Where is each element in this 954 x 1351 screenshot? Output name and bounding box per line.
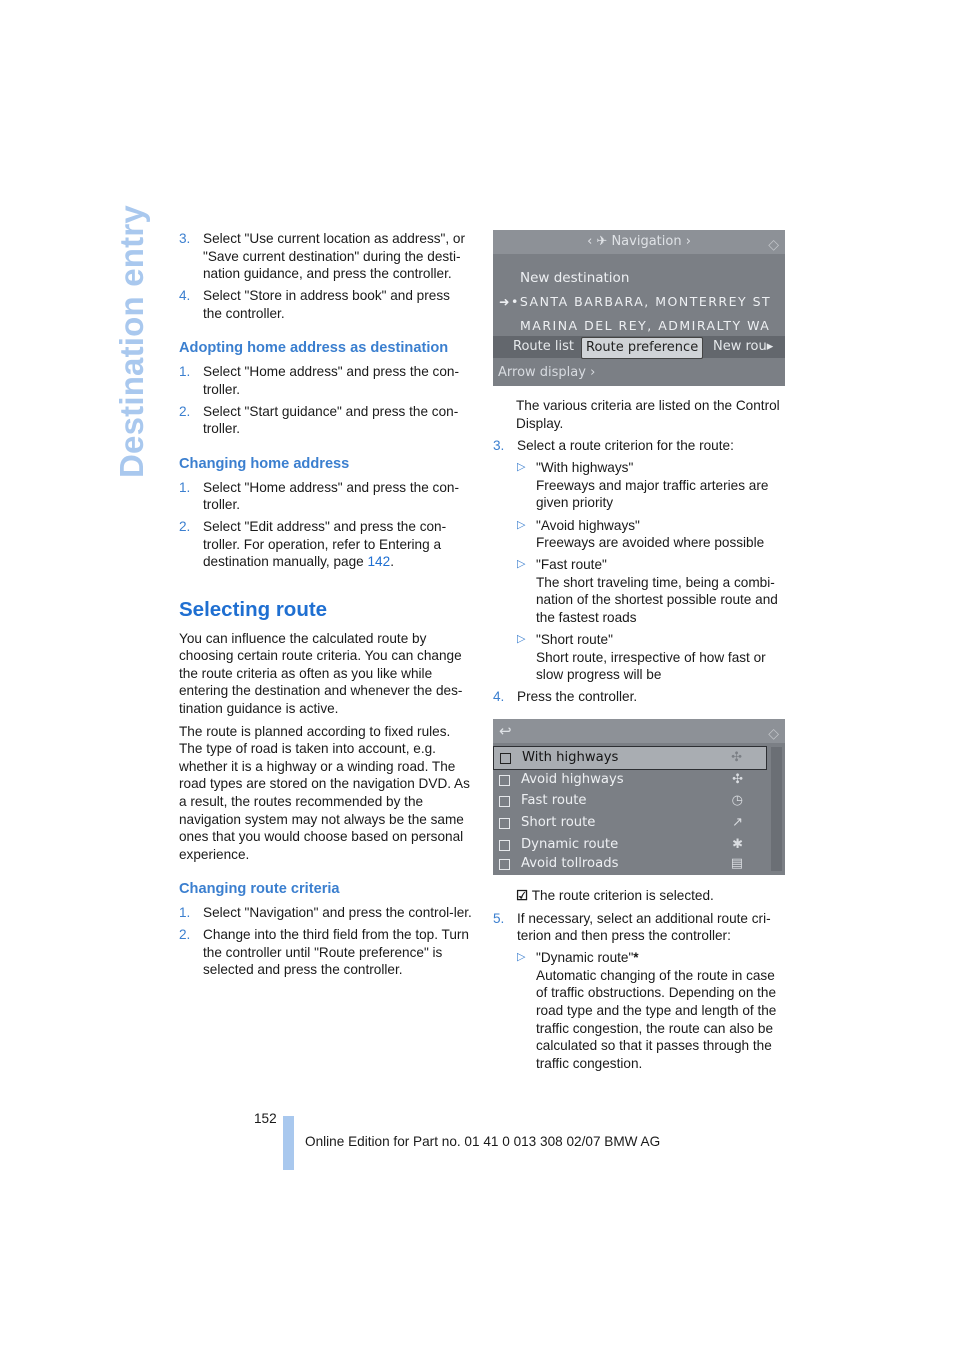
screen-header xyxy=(493,719,785,743)
list-item: 5. If necessary, select an additional route cri-terion and then press the controller: xyxy=(493,910,771,944)
list-item: 2. Select "Edit address" and press the con-troller. For operation, refer to Entering a destination manually, page 142. xyxy=(179,519,447,570)
right-column xyxy=(493,230,788,1077)
tab-route-list: Route list xyxy=(513,339,574,354)
navigation-screenshot xyxy=(493,230,785,386)
option-avoid-highways: Avoid highways ✣ xyxy=(493,769,767,791)
list-item: 1. Select "Navigation" and press the control-ler. xyxy=(179,904,472,920)
navigation-icon: ✈ xyxy=(596,234,612,249)
list-item: 1. Select "Home address" and press the con-troller. xyxy=(179,479,459,513)
list-item: 2. Change into the third field from the top. Turn the controller until "Route preference" is selected and press the controller. xyxy=(179,927,469,978)
paragraph: The route is planned according to fixed rules. The type of road is taken into account, e.g. whether it is a highway or a winding road. The road types are stored on the navigation DVD. As a result, the routes recommended by the navigation system may not always be the same ones that you would choose based on personal experience. xyxy=(179,723,470,862)
option-dynamic-route: Dynamic route ✱ xyxy=(493,834,767,856)
clock-icon: ◷ xyxy=(731,793,743,808)
short-route-icon: ↗ xyxy=(732,815,743,830)
avoid-highway-icon: ✣ xyxy=(732,772,743,787)
option-item: ▷ "Avoid highways" Freeways are avoided where possible xyxy=(517,517,765,551)
footer-text: Online Edition for Part no. 01 41 0 013 308 02/07 BMW AG xyxy=(305,1134,661,1149)
option-fast-route: Fast route ◷ xyxy=(493,790,767,812)
chevron-right-icon: › xyxy=(590,365,596,380)
toll-icon: ▤ xyxy=(730,856,743,871)
left-column xyxy=(179,230,472,983)
page-link[interactable]: 142 xyxy=(367,554,391,570)
section-title: Selecting route xyxy=(179,598,328,621)
dynamic-route-icon: ✱ xyxy=(732,837,743,852)
menu-item-new-destination: New destination xyxy=(520,270,630,286)
heading-adopting-home: Adopting home address as destination xyxy=(179,340,449,357)
controller-icon: ◇ xyxy=(768,237,779,253)
triangle-bullet-icon: ▷ xyxy=(517,518,526,531)
back-icon: ↩ xyxy=(499,722,512,740)
scrollbar xyxy=(771,747,782,871)
caption: The various criteria are listed on the Control Display. xyxy=(516,398,780,431)
heading-changing-criteria: Changing route criteria xyxy=(179,881,340,898)
checkbox-icon xyxy=(499,840,510,851)
option-item: ▷ "Dynamic route"* Automatic changing of the route in case of traffic obstructions. Depending on the road type and the type and length of the traffic congestion, the route can also be calculated so that it passes through the traffic congestion. xyxy=(517,950,777,1071)
caption: ☑ The route criterion is selected. xyxy=(516,888,714,903)
checkbox-icon xyxy=(499,775,510,786)
option-short-route: Short route ↗ xyxy=(493,812,767,834)
list-item: 4. Select "Store in address book" and press the controller. xyxy=(179,288,450,321)
menu-item-destination: ➜•SANTA BARBARA, MONTERREY ST xyxy=(499,294,772,309)
chevron-right-icon: ▸ xyxy=(766,339,774,354)
tab-bar xyxy=(493,336,785,358)
route-preference-screenshot xyxy=(493,719,785,875)
list-item: 3. Select "Use current location as address", or "Save current destination" during the desti-nation guidance, and press the controller. xyxy=(179,231,466,282)
list-item: 1. Select "Home address" and press the con-troller. xyxy=(179,364,459,397)
triangle-bullet-icon: ▷ xyxy=(517,951,526,964)
paragraph: You can influence the calculated route by choosing certain route criteria. You can change the route criteria as often as you like while entering the destination and whenever the des-tination guidance is active. xyxy=(179,630,463,716)
list-item: 4. Press the controller. xyxy=(493,689,638,705)
option-item: ▷ "Short route" Short route, irrespective of how fast or slow progress will be xyxy=(517,632,766,683)
list-item: 3. Select a route criterion for the route: xyxy=(493,438,734,454)
option-avoid-tollroads: Avoid tollroads ▤ xyxy=(493,853,767,875)
side-chapter-title: Destination entry xyxy=(113,205,150,478)
controller-icon: ◇ xyxy=(768,726,779,742)
list-item: 2. Select "Start guidance" and press the con-troller. xyxy=(179,403,459,437)
checkbox-icon xyxy=(499,818,510,829)
tab-new-route: New rou▸ xyxy=(713,339,774,354)
checkmark-icon xyxy=(500,753,511,764)
menu-item-arrow-display: Arrow display › xyxy=(498,365,596,380)
menu-item-destination: MARINA DEL REY, ADMIRALTY WA xyxy=(520,318,771,333)
checkbox-icon xyxy=(499,859,510,870)
checkmark-icon: ☑ xyxy=(516,888,529,903)
triangle-bullet-icon: ▷ xyxy=(517,633,526,646)
option-with-highways: With highways ✣ xyxy=(493,746,767,770)
highway-icon: ✣ xyxy=(731,750,742,765)
option-item: ▷ "With highways" Freeways and major traffic arteries are given priority xyxy=(517,460,769,511)
route-arrow-icon: ➜• xyxy=(499,294,520,309)
triangle-bullet-icon: ▷ xyxy=(517,558,526,571)
checkbox-icon xyxy=(499,796,510,807)
screen-header xyxy=(493,230,785,254)
triangle-bullet-icon: ▷ xyxy=(517,461,526,474)
chevron-right-icon: › xyxy=(681,234,691,249)
heading-changing-home: Changing home address xyxy=(179,455,350,472)
tab-route-preference: Route preference xyxy=(581,337,703,359)
chevron-left-icon: ‹ xyxy=(587,234,597,249)
footer-accent-bar xyxy=(283,1116,294,1170)
page-number: 152 xyxy=(254,1111,277,1126)
screen-title: Navigation xyxy=(611,234,682,249)
option-item: ▷ "Fast route" The short traveling time, being a combi-nation of the shortest possible route and the fastest roads xyxy=(517,557,778,626)
